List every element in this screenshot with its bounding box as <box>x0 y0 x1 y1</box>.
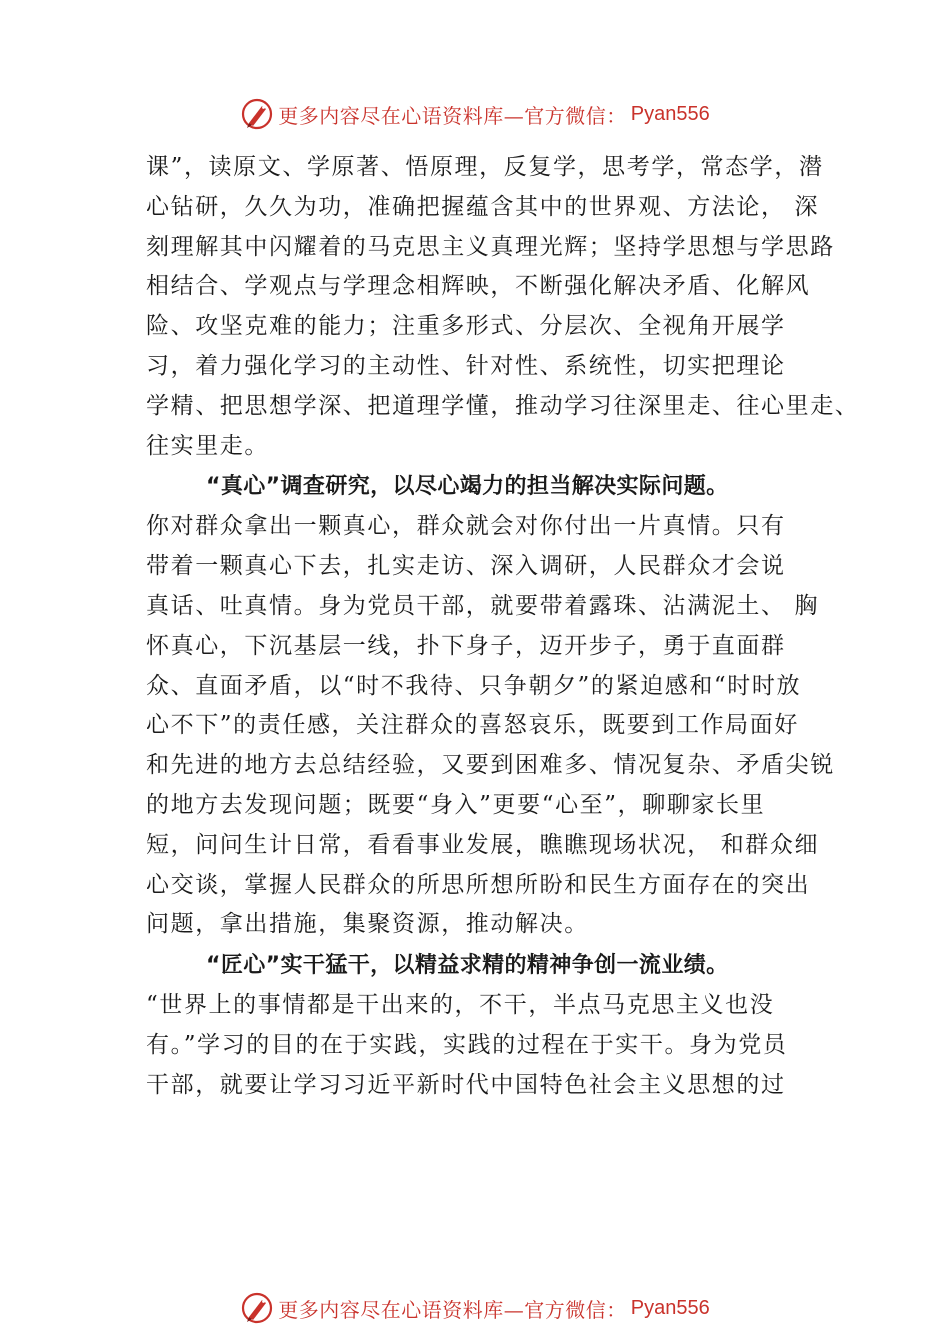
text-line: 怀真心，下沉基层一线，扑下身子，迈开步子，勇于直面群 <box>146 632 786 659</box>
text-line: 心不下”的责任感，关注群众的喜怒哀乐，既要到工作局面好 <box>146 712 799 739</box>
text-line: 有。”学习的目的在于实践，实践的过程在于实干。身为党员 <box>146 1031 788 1058</box>
watermark-wechat-id: Pyan556 <box>630 1296 710 1319</box>
text-line: 问题，拿出措施，集聚资源，推动解决。 <box>146 911 589 938</box>
text-line: 往实里走。 <box>146 432 269 459</box>
header-watermark <box>0 96 950 132</box>
text-line: 的地方去发现问题；既要“身入”更要“心至”，聊聊家长里 <box>146 791 766 818</box>
pen-logo-icon <box>240 97 274 131</box>
section-heading-craftsmanship: “匠心”实干猛干，以精益求精的精神争创一流业绩。 <box>206 953 729 979</box>
text-line: 带着一颗真心下去，扎实走访、深入调研，人民群众才会说 <box>146 553 786 580</box>
footer-watermark <box>0 1290 950 1326</box>
text-line: 和先进的地方去总结经验，又要到困难多、情况复杂、矛盾尖锐 <box>146 752 835 779</box>
text-line: 相结合、学观点与学理念相辉映，不断强化解决矛盾、化解风 <box>146 273 811 300</box>
watermark-text: 更多内容尽在心语资料库—官方微信： <box>278 103 627 128</box>
text-line: 习，着力强化学习的主动性、针对性、系统性，切实把理论 <box>146 352 786 379</box>
text-line: 刻理解其中闪耀着的马克思主义真理光辉；坚持学思想与学思路 <box>146 233 835 260</box>
text-line: 真话、吐真情。身为党员干部，就要带着露珠、沾满泥土、 胸 <box>146 592 820 619</box>
document-body <box>146 148 860 1106</box>
text-line: 课”，读原文、学原著、悟原理，反复学，思考学，常态学，潜 <box>146 154 824 180</box>
watermark-text: 更多内容尽在心语资料库—官方微信： <box>278 1297 627 1322</box>
text-line: 你对群众拿出一颗真心，群众就会对你付出一片真情。只有 <box>146 513 786 540</box>
text-line: 短，问问生计日常，看看事业发展，瞧瞧现场状况， 和群众细 <box>146 831 820 858</box>
text-line: 众、直面矛盾，以“时不我待、只争朝夕”的紧迫感和“时时放 <box>146 672 802 699</box>
text-line: 干部，就要让学习习近平新时代中国特色社会主义思想的过 <box>146 1071 786 1098</box>
section-heading-sincerity: “真心”调查研究，以尽心竭力的担当解决实际问题。 <box>206 474 729 500</box>
text-line: 险、攻坚克难的能力；注重多形式、分层次、全视角开展学 <box>146 313 786 340</box>
pen-logo-icon <box>240 1291 274 1325</box>
watermark-wechat-id: Pyan556 <box>630 102 710 125</box>
text-line: 心交谈，掌握人民群众的所思所想所盼和民生方面存在的突出 <box>146 871 811 898</box>
text-line: 心钻研，久久为功，准确把握蕴含其中的世界观、方法论， 深 <box>146 193 820 220</box>
text-line: “世界上的事情都是干出来的，不干，半点马克思主义也没 <box>146 992 775 1019</box>
text-line: 学精、把思想学深、把道理学懂，推动学习往深里走、往心里走、 <box>146 392 860 419</box>
